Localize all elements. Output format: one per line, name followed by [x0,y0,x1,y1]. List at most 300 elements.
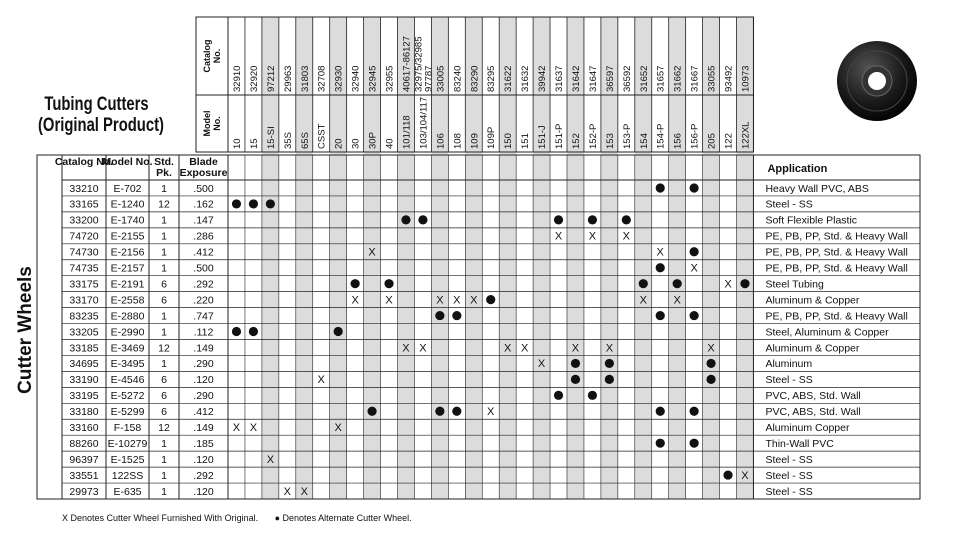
mark-dot [367,407,376,416]
column-model [452,133,463,149]
mark-dot [690,407,699,416]
column-model [486,127,497,149]
row-blade: .120 [193,485,214,498]
column-model [656,124,667,149]
svg-text:36592: 36592 [621,65,633,92]
svg-text:156-P: 156-P [689,123,701,149]
row-model: E-2191 [110,278,145,291]
svg-text:33055: 33055 [706,65,718,92]
mark-x: X [741,469,749,482]
column-model [740,122,751,149]
row-model: E-1240 [110,198,145,211]
row-blade: .120 [193,453,214,466]
svg-text:151-J: 151-J [537,125,549,149]
row-application: Steel - SS [765,469,813,482]
row-std-pk: 1 [161,214,167,227]
mark-x: X [537,358,546,371]
row-model: E-635 [113,485,142,498]
mark-x: X [639,294,647,307]
column-model [232,138,243,149]
column-model [385,138,396,149]
row-std-pk: 1 [161,310,167,323]
row-application: PE, PB, PP, Std. & Heavy Wall [765,262,908,275]
mark-dot [334,327,343,336]
mark-dot [435,311,444,320]
mark-dot [554,215,563,224]
row-std-pk: 12 [158,342,170,355]
mark-dot [418,215,427,224]
column-catalog [401,36,412,92]
column-model [317,123,328,149]
svg-text:156: 156 [672,133,684,149]
mark-x: X [707,342,715,355]
column-model [283,132,294,149]
column-model [588,124,599,149]
column-model [435,133,446,149]
mark-x: X [368,246,376,259]
row-std-pk: 1 [161,469,167,482]
row-blade: .500 [193,182,214,195]
row-catalog: 33205 [69,326,99,339]
row-catalog: 33551 [69,469,99,482]
mark-dot [706,359,715,368]
mark-dot [571,359,580,368]
column-catalog [605,66,616,92]
row-catalog: 33185 [69,342,99,355]
row-blade: .112 [193,326,214,339]
column-catalog [724,66,735,92]
column-catalog [639,66,650,92]
mark-x: X [690,262,698,275]
mark-dot [486,295,495,304]
column-model [401,115,412,149]
column-model [520,133,531,149]
mark-x: X [520,342,529,355]
row-model: E-2558 [110,294,145,307]
row-model: E-2155 [110,230,145,243]
row-model: E-4546 [110,374,145,387]
row-std-pk: 6 [161,390,167,403]
svg-text:83295: 83295 [486,65,498,92]
mark-dot [588,391,597,400]
mark-x: X [605,342,614,355]
mark-dot [656,311,665,320]
row-application: PE, PB, PP, Std. & Heavy Wall [765,230,908,243]
row-application: Aluminum & Copper [765,294,860,307]
row-catalog: 33175 [69,278,99,291]
row-model: E-2990 [110,326,145,339]
mark-x: X [419,342,427,355]
svg-text:122XL: 122XL [740,121,752,149]
row-std-pk: 1 [161,453,167,466]
column-catalog [469,66,480,92]
row-catalog: 33190 [69,374,99,387]
mark-dot [690,311,699,320]
svg-text:32930: 32930 [333,65,345,92]
row-std-pk: 1 [161,326,167,339]
mark-x: X [453,294,461,307]
svg-text:154: 154 [638,133,650,149]
title-line-1: Tubing Cutters [44,94,149,115]
row-catalog: 34695 [69,358,99,371]
row-application: Steel, Aluminum & Copper [765,326,889,339]
row-model: E-1525 [110,453,145,466]
svg-text:83240: 83240 [452,65,464,92]
row-blade: .292 [193,469,214,482]
column-catalog [266,66,277,92]
row-model: 122SS [111,469,144,482]
row-blade: .149 [193,422,214,435]
svg-text:31637: 31637 [554,65,566,92]
mark-x: X [402,342,410,355]
svg-text:32910: 32910 [231,65,243,92]
svg-text:31652: 31652 [638,65,650,92]
svg-text:31662: 31662 [672,65,684,92]
row-std-pk: 12 [158,198,170,211]
row-blade: .412 [193,246,214,259]
svg-text:152: 152 [570,133,582,149]
mark-dot [401,215,410,224]
column-catalog [707,66,718,92]
mark-x: X [487,406,495,419]
row-application: Steel - SS [765,453,813,466]
svg-text:31647: 31647 [587,65,599,92]
svg-text:122: 122 [723,133,735,149]
row-catalog: 33200 [69,214,99,227]
svg-text:10: 10 [231,138,243,149]
column-catalog [232,66,243,92]
catalog-col-label [202,39,222,72]
column-model [707,133,718,149]
row-application: Steel - SS [765,374,813,387]
svg-text:83290: 83290 [469,65,481,92]
mark-dot [452,311,461,320]
column-catalog [317,66,328,92]
mark-dot [249,327,258,336]
row-catalog: 33170 [69,294,99,307]
row-blade: .120 [193,374,214,387]
mark-dot [656,407,665,416]
mark-dot [656,439,665,448]
row-std-pk: 1 [161,182,167,195]
column-catalog [283,66,294,92]
column-model [724,133,735,149]
mark-dot [740,279,749,288]
row-std-pk: 1 [161,358,167,371]
svg-text:151: 151 [520,133,532,149]
svg-text:32708: 32708 [316,65,328,92]
row-application: PVC, ABS, Std. Wall [765,406,861,419]
column-model [300,132,311,149]
row-application: Soft Flexible Plastic [765,214,858,227]
model-col-label [202,111,222,137]
column-catalog [740,66,751,92]
column-catalog [622,66,633,92]
mark-dot [656,183,665,192]
title-line-2: (Original Product) [38,115,164,136]
svg-text:153-P: 153-P [621,123,633,149]
row-application: Aluminum [765,358,813,371]
column-catalog [385,66,396,92]
row-model: E-2157 [110,262,145,275]
svg-text:36597: 36597 [604,65,616,92]
svg-text:65S: 65S [299,132,311,149]
svg-text:153: 153 [604,133,616,149]
row-blade: .220 [193,294,214,307]
column-model [351,138,362,149]
column-model [554,124,565,149]
row-std-pk: 1 [161,437,167,450]
row-catalog: 33195 [69,390,99,403]
mark-dot [571,375,580,384]
mark-x: X [317,374,325,387]
svg-text:154-P: 154-P [655,123,667,149]
row-model: E-10279 [107,437,148,450]
mark-dot [673,279,682,288]
row-catalog: 29973 [69,485,99,498]
row-std-pk: 6 [161,406,167,419]
mark-dot [232,327,241,336]
svg-text:32920: 32920 [248,65,260,92]
row-application: Steel - SS [765,198,813,211]
row-catalog: 33180 [69,406,99,419]
mark-x: X [232,422,241,435]
mark-dot [588,215,597,224]
svg-text:32955: 32955 [384,65,396,92]
svg-text:109P: 109P [486,126,498,149]
row-application: PE, PB, PP, Std. & Heavy Wall [765,310,908,323]
column-catalog [673,66,684,92]
row-catalog: 33160 [69,422,99,435]
row-blade: .747 [193,310,214,323]
mark-dot [639,279,648,288]
mark-x: X [588,230,597,243]
svg-text:CSST: CSST [316,123,328,149]
mark-dot [249,199,258,208]
column-model [334,138,345,149]
row-std-pk: 12 [158,422,170,435]
mark-x: X [571,342,580,355]
row-model: E-2156 [110,246,145,259]
svg-text:150: 150 [503,133,515,149]
svg-text:205: 205 [706,133,718,149]
mark-dot [452,407,461,416]
mark-x: X [504,342,512,355]
svg-text:40617-86127: 40617-86127 [401,36,413,92]
column-catalog [334,66,345,92]
column-catalog [656,66,667,92]
svg-text:31622: 31622 [503,65,515,92]
svg-text:151-P: 151-P [554,123,566,149]
column-catalog [588,66,599,92]
mark-x: X [622,230,630,243]
mark-x: X [724,278,732,291]
column-catalog [435,66,446,92]
svg-text:35S: 35S [282,132,294,149]
svg-text:15-SI: 15-SI [265,126,277,149]
mark-dot [605,375,614,384]
row-model: E-2880 [110,310,145,323]
column-catalog [503,66,514,92]
row-blade: .412 [193,406,214,419]
row-catalog: 74720 [69,230,99,243]
row-model: E-5272 [110,390,145,403]
row-application: PVC, ABS, Std. Wall [765,390,861,403]
mark-x: X [470,294,478,307]
svg-text:Catalog: Catalog [202,39,213,73]
row-catalog: 33210 [69,182,99,195]
column-model [266,126,277,149]
column-model [605,133,616,149]
row-model: F-158 [113,422,142,435]
svg-text:32945: 32945 [367,65,379,92]
row-blade: .147 [193,214,214,227]
mark-dot [723,470,732,479]
row-model: E-3469 [110,342,145,355]
column-model [368,132,379,149]
mark-x: X [385,294,393,307]
column-model [249,138,260,149]
side-label: Cutter Wheels [15,266,36,394]
mark-x: X [351,294,359,307]
row-std-pk: 6 [161,294,167,307]
column-model [673,133,684,149]
mark-x: X [249,422,258,435]
row-blade: .500 [193,262,214,275]
row-std-pk: 6 [161,278,167,291]
column-model [639,133,650,149]
svg-text:30P: 30P [367,132,379,149]
mark-dot [656,263,665,272]
row-blade: .290 [193,390,214,403]
row-std-pk: 1 [161,230,167,243]
svg-text:20: 20 [333,138,345,149]
hdr-std-pk: Std. [154,156,174,168]
svg-text:97787: 97787 [423,65,435,92]
hdr-catalog: Catalog No. [54,156,114,168]
svg-text:15: 15 [248,138,260,149]
mark-dot [554,391,563,400]
column-model [503,133,514,149]
legend [62,513,426,523]
row-model: E-3495 [110,358,145,371]
column-catalog [690,66,701,92]
column-catalog [537,66,548,92]
row-application: Heavy Wall PVC, ABS [765,182,869,195]
column-catalog [351,66,362,92]
svg-text:Model: Model [202,110,213,137]
svg-text:93492: 93492 [723,65,735,92]
column-catalog [368,66,379,92]
row-model: E-5299 [110,406,145,419]
row-application: Steel Tubing [765,278,824,291]
mark-x: X [656,246,664,259]
row-blade: .286 [193,230,214,243]
column-model [469,133,480,149]
svg-text:33005: 33005 [435,65,447,92]
mark-dot [690,247,699,256]
svg-text:97212: 97212 [265,65,277,92]
row-catalog: 74735 [69,262,99,275]
row-std-pk: 1 [161,485,167,498]
mark-dot [605,359,614,368]
hdr-blade: Exposure [179,167,228,179]
svg-text:31667: 31667 [689,65,701,92]
column-model [537,125,548,149]
svg-text:10973: 10973 [740,65,752,92]
mark-x: X [673,294,681,307]
svg-text:31632: 31632 [520,65,532,92]
mark-dot [266,199,275,208]
row-std-pk: 1 [161,262,167,275]
mark-dot [706,375,715,384]
hdr-application: Application [767,163,828,175]
mark-x: X [554,230,563,243]
row-blade: .290 [193,358,214,371]
svg-text:30: 30 [350,138,362,149]
column-catalog [249,66,260,92]
svg-text:103/104/117: 103/104/117 [418,96,430,149]
mark-dot [690,183,699,192]
column-catalog [571,66,582,92]
column-catalog [554,66,565,92]
mark-dot [232,199,241,208]
svg-text:40: 40 [384,138,396,149]
row-application: Steel - SS [765,485,813,498]
svg-text:No.: No. [212,48,223,64]
column-catalog [486,66,497,92]
hdr-blade: Blade [189,156,218,168]
svg-text:31803: 31803 [299,65,311,92]
svg-text:32975/32985: 32975/32985 [413,36,425,92]
row-application: Aluminum Copper [765,422,850,435]
svg-text:29963: 29963 [282,65,294,92]
mark-dot [435,407,444,416]
row-blade: .292 [193,278,214,291]
row-model: E-1740 [110,214,145,227]
svg-text:31642: 31642 [570,65,582,92]
hdr-std-pk: Pk. [156,167,172,179]
mark-x: X [436,294,444,307]
svg-text:108: 108 [452,133,464,149]
svg-text:152-P: 152-P [587,123,599,149]
column-catalog [300,66,311,92]
row-application: PE, PB, PP, Std. & Heavy Wall [765,246,908,259]
row-catalog: 83235 [69,310,99,323]
row-std-pk: 1 [161,246,167,259]
row-application: Thin-Wall PVC [765,437,834,450]
column-model [622,124,633,149]
svg-text:No.: No. [212,116,223,131]
row-catalog: 96397 [69,453,99,466]
svg-text:32940: 32940 [350,65,362,92]
row-catalog: 33165 [69,198,99,211]
svg-text:101/118: 101/118 [401,115,413,149]
legend-x: X Denotes Cutter Wheel Furnished With Original. [62,513,259,523]
row-application: Aluminum & Copper [765,342,860,355]
hdr-model: Model No. [102,156,153,168]
legend-dot: ● Denotes Alternate Cutter Wheel. [274,513,412,523]
mark-x: X [283,485,291,498]
column-catalog [452,66,463,92]
mark-dot [622,215,631,224]
mark-dot [384,279,393,288]
row-std-pk: 6 [161,374,167,387]
column-model [690,124,701,149]
svg-text:39942: 39942 [537,65,549,92]
mark-dot [351,279,360,288]
svg-text:31657: 31657 [655,65,667,92]
